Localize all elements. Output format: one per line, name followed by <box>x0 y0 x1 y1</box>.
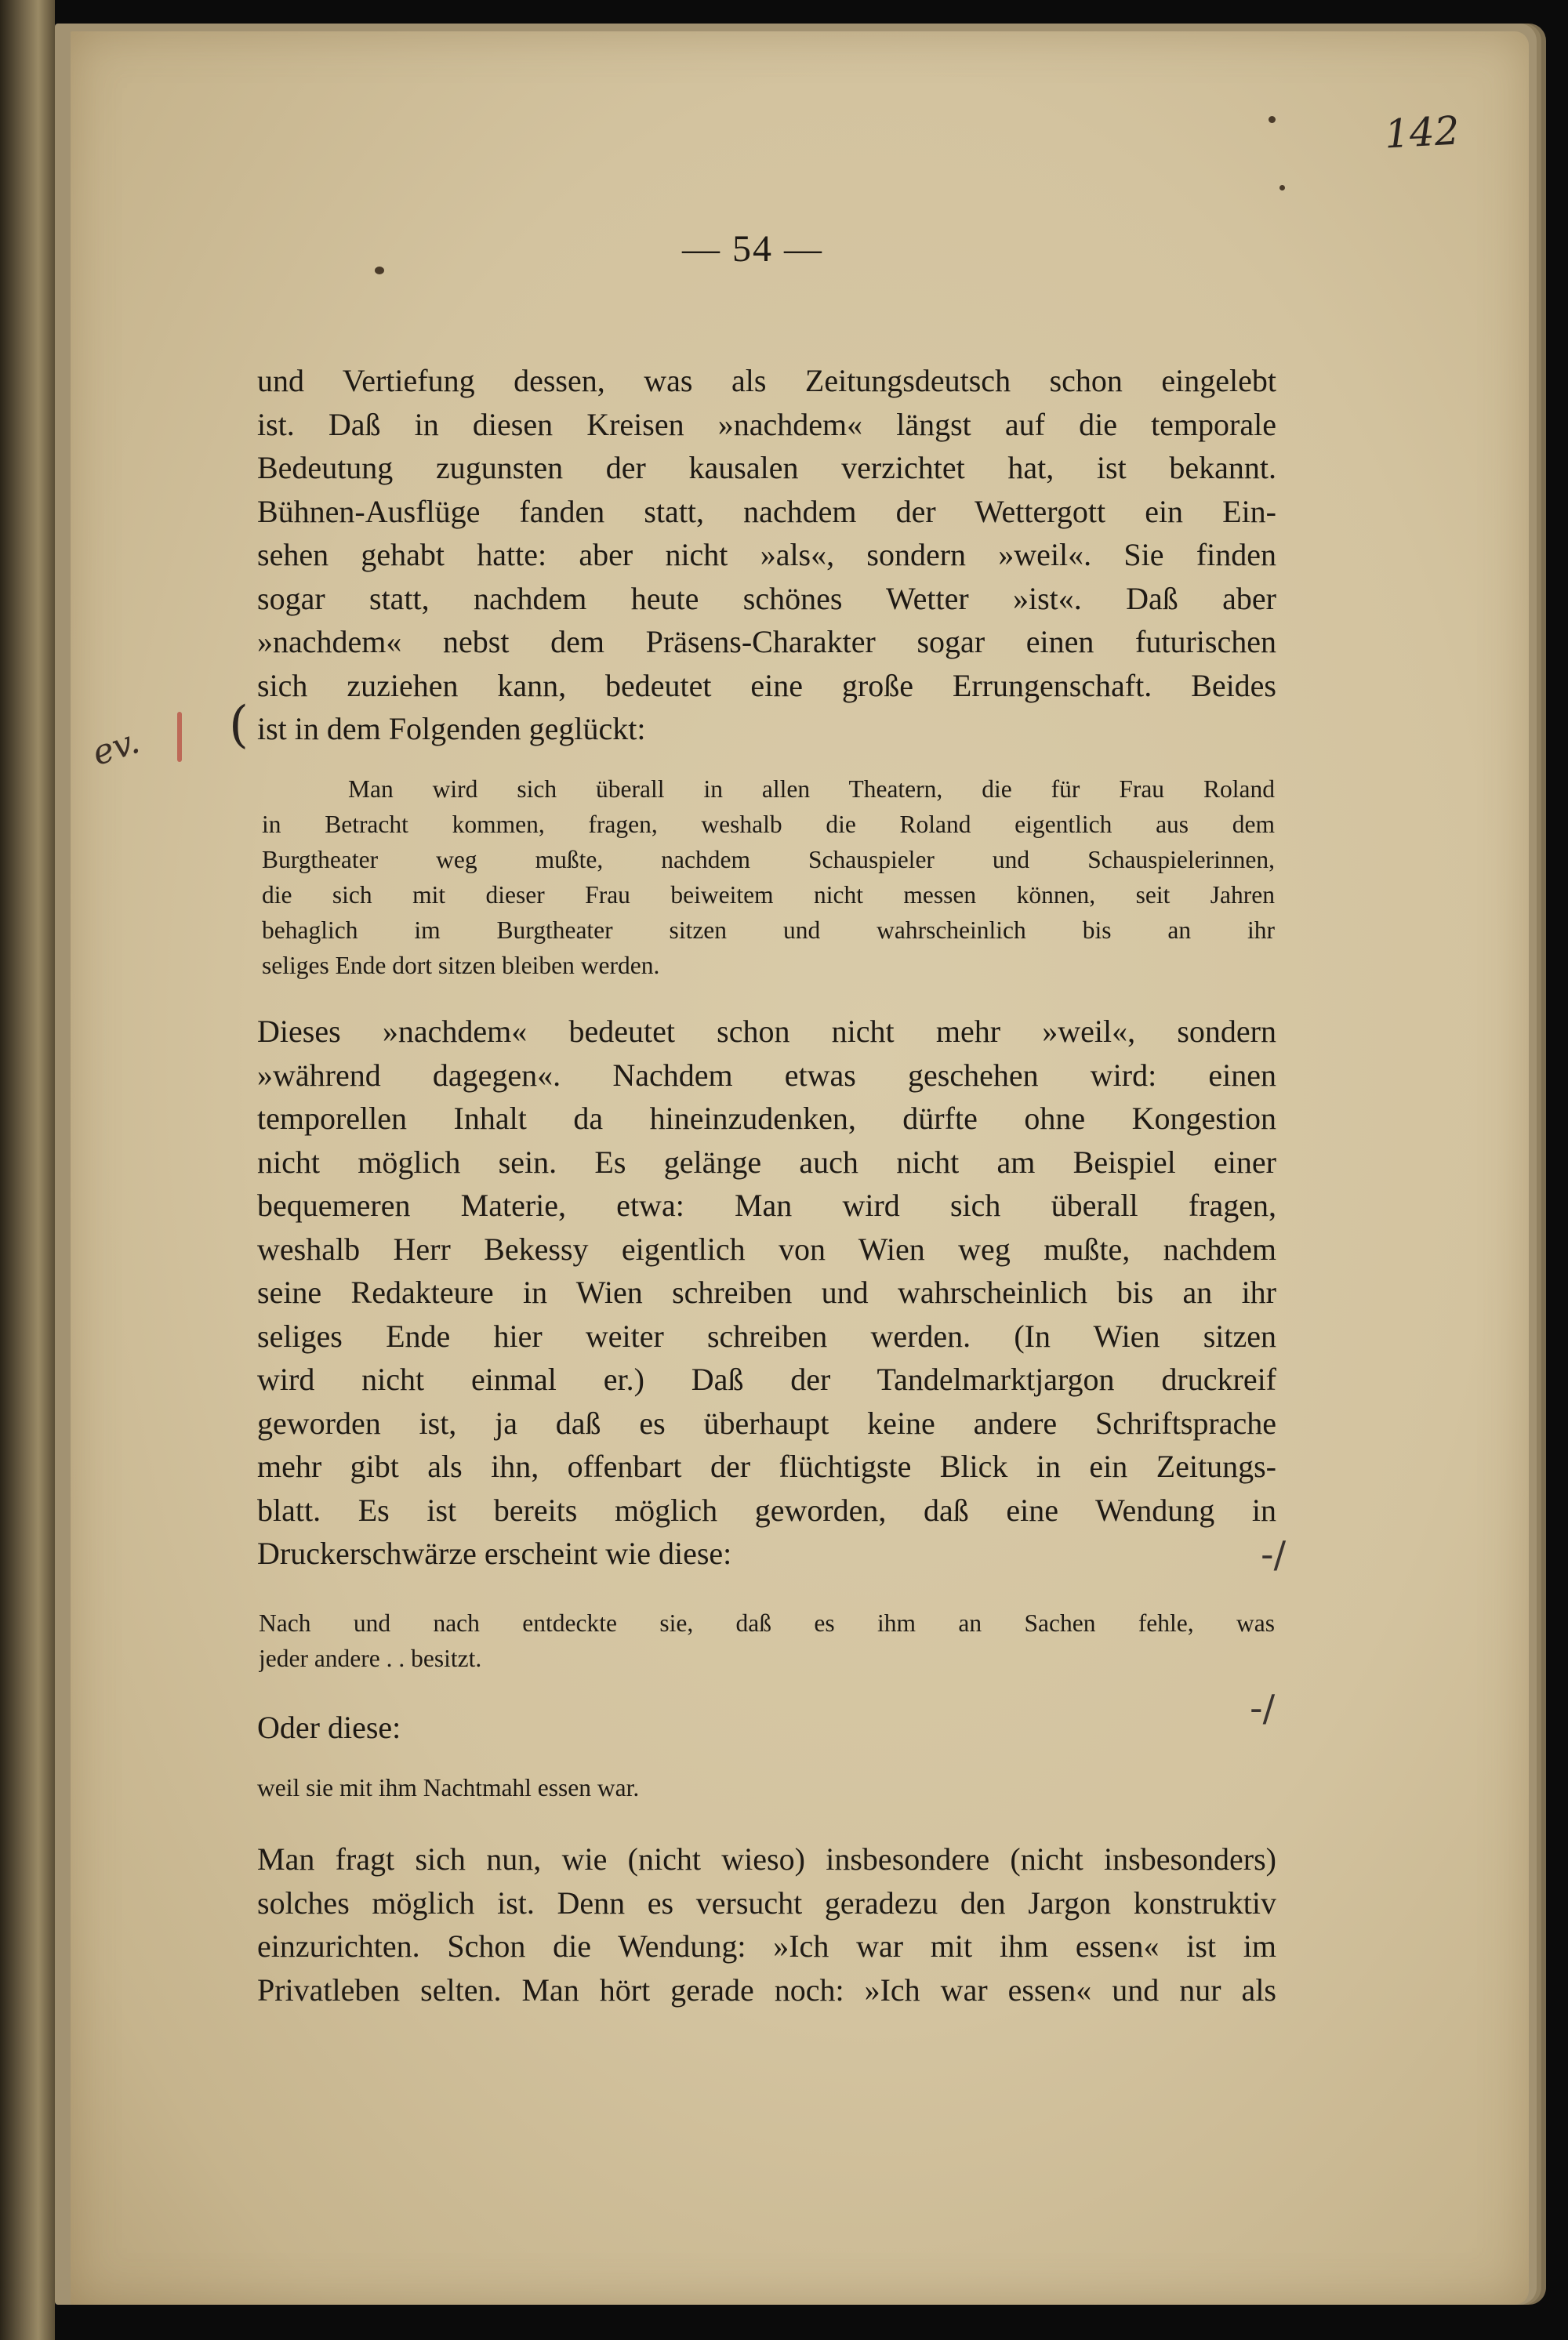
text-line: seliges Ende hier weiter schreiben werden. (In Wien sitzen <box>257 1318 1276 1354</box>
pencil-tick-mark: -/ <box>1250 1687 1276 1729</box>
quote-line: Man wird sich überall in allen Theatern, die für Frau Roland <box>348 775 1275 803</box>
quotation-3 <box>257 1770 1276 1805</box>
text-line: blatt. Es ist bereits möglich geworden, daß eine Wendung in <box>257 1492 1276 1528</box>
ink-spot <box>375 267 384 274</box>
page-number: — 54 — <box>682 228 823 270</box>
text-line: solches möglich ist. Denn es versucht geradezu den Jargon konstruktiv <box>257 1885 1276 1921</box>
paragraph-3 <box>257 1706 1276 1750</box>
text-line: seine Redakteure in Wien schreiben und wahrscheinlich bis an ihr <box>257 1275 1276 1310</box>
pencil-bracket: ( <box>229 696 249 754</box>
quote-line: in Betracht kommen, fragen, weshalb die Roland eigentlich aus dem <box>262 811 1275 838</box>
quote-line: seliges Ende dort sitzen bleiben werden. <box>262 952 660 979</box>
text-line: nicht möglich sein. Es gelänge auch nicht am Beispiel einer <box>257 1144 1276 1180</box>
text-line: ist. Daß in diesen Kreisen »nachdem« längst auf die temporale <box>257 406 1276 442</box>
quotation-1 <box>262 771 1275 983</box>
paragraph-4 <box>257 1838 1276 2012</box>
text-line: weshalb Herr Bekessy eigentlich von Wien weg mußte, nachdem <box>257 1231 1276 1267</box>
paragraph-2 <box>257 1010 1276 1576</box>
text-line: Druckerschwärze erscheint wie diese: <box>257 1536 732 1571</box>
text-line: mehr gibt als ihn, offenbart der flüchtigste Blick in ein Zeitungs- <box>257 1449 1276 1484</box>
text-line: Dieses »nachdem« bedeutet schon nicht mehr »weil«, sondern <box>257 1014 1276 1049</box>
quote-line: behaglich im Burgtheater sitzen und wahrscheinlich bis an ihr <box>262 916 1275 944</box>
handwritten-folio-number: 142 <box>1383 107 1461 158</box>
text-line: wird nicht einmal er.) Daß der Tandelmarktjargon druckreif <box>257 1362 1276 1397</box>
quote-line: Burgtheater weg mußte, nachdem Schauspieler und Schauspielerinnen, <box>262 846 1275 873</box>
quote-line: jeder andere . . besitzt. <box>259 1645 482 1672</box>
margin-annotation: ev. <box>87 721 145 774</box>
text-line: einzurichten. Schon die Wendung: »Ich war mit ihm essen« ist im <box>257 1928 1276 1964</box>
text-line: ist in dem Folgenden geglückt: <box>257 711 646 746</box>
quotation-2 <box>259 1605 1275 1676</box>
quote-line: Nach und nach entdeckte sie, daß es ihm an Sachen fehle, was <box>259 1609 1275 1637</box>
text-line: Man fragt sich nun, wie (nicht wieso) insbesondere (nicht insbesonders) <box>257 1841 1276 1877</box>
text-line: Oder diese: <box>257 1710 401 1745</box>
pencil-tick-mark: -/ <box>1261 1533 1287 1576</box>
ink-spot <box>1279 185 1285 190</box>
text-line: und Vertiefung dessen, was als Zeitungsdeutsch schon eingelebt <box>257 363 1276 398</box>
text-line: »nachdem« nebst dem Präsens-Charakter sogar einen futurischen <box>257 624 1276 659</box>
text-line: geworden ist, ja daß es überhaupt keine andere Schriftsprache <box>257 1405 1276 1441</box>
text-line: Privatleben selten. Man hört gerade noch: »Ich war essen« und nur als <box>257 1972 1276 2008</box>
quote-line: die sich mit dieser Frau beiweitem nicht messen können, seit Jahren <box>262 881 1275 909</box>
text-line: temporellen Inhalt da hineinzudenken, dürfte ohne Kongestion <box>257 1101 1276 1136</box>
book-spine <box>0 0 55 2340</box>
red-margin-mark <box>177 712 182 762</box>
text-line: bequemeren Materie, etwa: Man wird sich überall fragen, <box>257 1188 1276 1223</box>
text-line: sich zuziehen kann, bedeutet eine große Errungenschaft. Beides <box>257 667 1276 703</box>
quote-line: weil sie mit ihm Nachtmahl essen war. <box>257 1774 640 1801</box>
text-line: »während dagegen«. Nachdem etwas geschehen wird: einen <box>257 1057 1276 1093</box>
text-line: sehen gehabt hatte: aber nicht »als«, sondern »weil«. Sie finden <box>257 537 1276 572</box>
text-line: Bühnen-Ausflüge fanden statt, nachdem der Wettergott ein Ein- <box>257 493 1276 529</box>
text-line: sogar statt, nachdem heute schönes Wetter »ist«. Daß aber <box>257 580 1276 616</box>
text-line: Bedeutung zugunsten der kausalen verzichtet hat, ist bekannt. <box>257 450 1276 485</box>
ink-spot <box>1269 116 1276 123</box>
paragraph-1 <box>257 359 1276 751</box>
